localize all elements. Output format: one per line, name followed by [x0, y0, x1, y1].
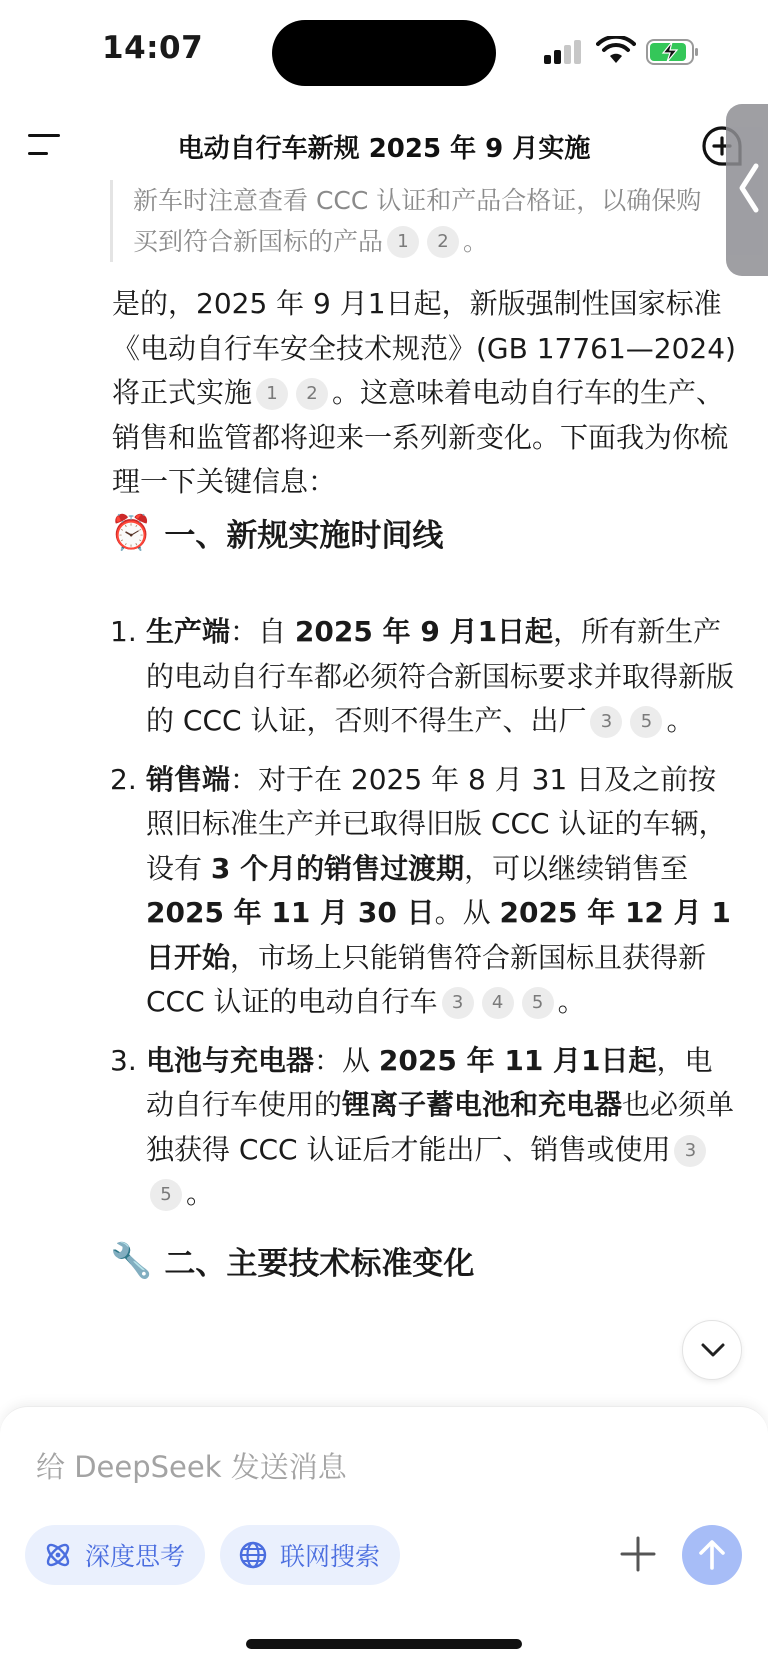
citation-badge[interactable]: 5 [150, 1179, 182, 1211]
battery-charging-icon [646, 38, 700, 66]
reference-quote [110, 180, 722, 262]
globe-icon [238, 1540, 268, 1570]
chevron-left-icon [736, 162, 762, 214]
alarm-clock-icon: ⏰ [110, 512, 153, 553]
add-attachment-button[interactable] [616, 1532, 660, 1576]
item-tail: 。 [666, 704, 695, 737]
item-label: 电池与充电器 [146, 1043, 315, 1077]
citation-badge[interactable]: 5 [522, 987, 554, 1019]
item-text: ：从 [314, 1043, 379, 1077]
list-number: 2. [110, 762, 137, 796]
atom-icon [43, 1540, 73, 1570]
citation-badge[interactable]: 3 [590, 706, 622, 738]
intro-text: 是的，2025 年 9 月1日起，新版强制性国家标准《电动自行车安全技术规范》(GB 17761—2024) 将正式实施 [112, 287, 736, 409]
arrow-up-icon [696, 1538, 728, 1572]
item-text: ：自 [230, 615, 295, 648]
item-bold-text: 2025 年 11 月1日起 [378, 1043, 657, 1077]
item-text: ，可以继续销售至 [464, 851, 689, 885]
wifi-icon [596, 36, 636, 66]
item-bold-text: 2025 年 9 月1日起 [294, 615, 554, 648]
section-heading [110, 1238, 474, 1283]
list-item [110, 758, 740, 1025]
status-bar [0, 0, 768, 100]
message-input[interactable] [36, 1445, 716, 1489]
send-button[interactable] [682, 1525, 742, 1585]
web-search-label: 联网搜索 [280, 1542, 381, 1571]
item-text: 。从 [434, 896, 500, 929]
item-bold-text: 2025 年 11 月 30 日 [146, 896, 435, 929]
citation-badge[interactable]: 2 [427, 226, 459, 258]
scroll-to-bottom-button[interactable] [682, 1320, 742, 1380]
deep-think-toggle[interactable] [25, 1525, 205, 1585]
item-label: 销售端 [146, 762, 231, 796]
home-indicator [246, 1639, 522, 1649]
dynamic-island [272, 20, 496, 86]
page-title: 电动自行车新规 2025 年 9 月实施 [177, 134, 591, 164]
item-bold-text: 3 个月的销售过渡期 [210, 851, 465, 885]
item-text: ，所有新生产的电动自行车都必须符合新国标要求并取得新版的 CCC 认证，否则不得生产、出厂 [146, 615, 735, 737]
citation-badge[interactable]: 4 [482, 987, 514, 1019]
citation-badge[interactable]: 1 [256, 378, 288, 410]
section-heading-text: 一、新规实施时间线 [164, 518, 444, 554]
intro-paragraph [112, 282, 736, 505]
item-label: 生产端 [146, 615, 231, 648]
quote-text: 新车时注意查看 CCC 认证和产品合格证，以确保购买到符合新国标的产品 [133, 186, 702, 256]
item-tail: 。 [557, 985, 586, 1018]
list-item [110, 610, 740, 744]
chevron-down-icon [700, 1341, 726, 1359]
web-search-toggle[interactable] [220, 1525, 400, 1585]
item-tail: 。 [186, 1177, 215, 1210]
quote-tail: 。 [463, 227, 489, 256]
citation-badge[interactable]: 2 [296, 378, 328, 410]
item-text: 也必须单独获得 CCC 认证后才能出厂、销售或使用 [146, 1088, 735, 1166]
citation-badge[interactable]: 5 [630, 706, 662, 738]
item-bold-text: 2025 年 12 月 1 日开始 [146, 896, 731, 974]
nav-bar [0, 110, 768, 180]
intro-text-continued: 。这意味着电动自行车的生产、销售和监管都将迎来一系列新变化。下面我为你梳理一下关键信息： [112, 376, 729, 498]
citation-badge[interactable]: 1 [387, 226, 419, 258]
item-bold-text: 锂离子蓄电池和充电器 [342, 1088, 623, 1121]
list-number: 1. [110, 615, 137, 648]
item-text: ，市场上只能销售符合新国标且获得新 CCC 认证的电动自行车 [146, 940, 707, 1018]
citation-badge[interactable]: 3 [442, 987, 474, 1019]
section-heading-text: 二、主要技术标准变化 [164, 1246, 475, 1282]
section-heading [110, 510, 443, 555]
deep-think-label: 深度思考 [85, 1542, 186, 1571]
cellular-signal-icon [544, 40, 584, 64]
list-item [110, 1039, 740, 1217]
item-text: ：对于在 2025 年 8 月 31 日及之前按照旧标准生产并已取得旧版 CCC 认证的车辆，设有 [146, 762, 727, 885]
status-time: 14:07 [102, 30, 204, 66]
side-panel-handle[interactable] [726, 104, 768, 276]
message-composer [0, 1406, 768, 1665]
timeline-list [110, 610, 740, 1231]
wrench-icon: 🔧 [110, 1240, 153, 1281]
list-number: 3. [110, 1043, 137, 1077]
citation-badge[interactable]: 3 [674, 1135, 706, 1167]
item-text: ，电动自行车使用的 [146, 1043, 713, 1121]
